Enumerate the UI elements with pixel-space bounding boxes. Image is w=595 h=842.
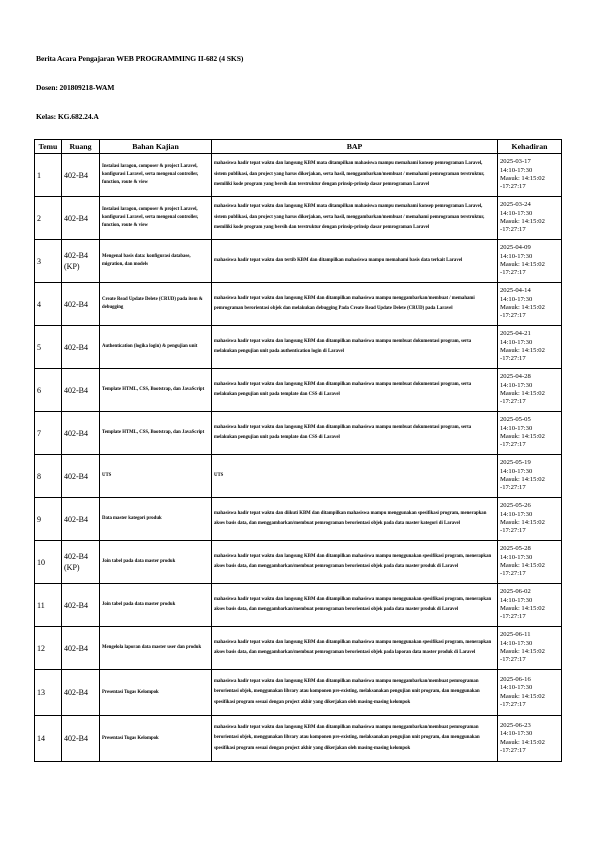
- column-header-bahan-kajian: Bahan Kajian: [100, 140, 212, 154]
- attendance-cell: 2025-06-23 14:10-17:30 Masuk: 14:15:02 -17:27:17: [498, 716, 562, 762]
- study-material-cell: Template HTML, CSS, Bootstrap, dan JavaScript: [100, 412, 212, 455]
- row-number: 7: [35, 412, 62, 455]
- bap-description-cell: mahasiswa hadir tepat waktu dan langsung KBM dan ditampilkan mahasiswa mampu membuat dokumentasi program, serta melakukan pengujian unit pada template dan CSS di Laravel: [212, 412, 498, 455]
- study-material-cell: Create Read Update Delete (CRUD) pada item & debugging: [100, 283, 212, 326]
- page-title: Berita Acara Pengajaran WEB PROGRAMMING II-682 (4 SKS): [36, 54, 244, 63]
- bap-description-cell: UTS: [212, 455, 498, 498]
- row-number: 13: [35, 670, 62, 716]
- table-row: [35, 670, 562, 716]
- bap-description-cell: mahasiswa hadir tepat waktu dan langsung KBM dan ditampilkan mahasiswa mampu menggunakan spesifikasi program, menerapkan akses basis data, dan menggambarkan/membuat pemrograman berorientasi objek pada data master produk di Laravel: [212, 584, 498, 627]
- attendance-cell: 2025-03-24 14:10-17:30 Masuk: 14:15:02 -17:27:17: [498, 197, 562, 240]
- study-material-cell: Template HTML, CSS, Bootstrap, dan JavaScript: [100, 369, 212, 412]
- attendance-cell: 2025-04-09 14:10-17:30 Masuk: 14:15:02 -17:27:17: [498, 240, 562, 283]
- study-material-cell: Mengelola laporan data master user dan produk: [100, 627, 212, 670]
- row-number: 1: [35, 154, 62, 197]
- table-row: [35, 197, 562, 240]
- row-number: 3: [35, 240, 62, 283]
- row-number: 4: [35, 283, 62, 326]
- attendance-cell: 2025-04-14 14:10-17:30 Masuk: 14:15:02 -17:27:17: [498, 283, 562, 326]
- table-row: [35, 154, 562, 197]
- bap-table: [34, 139, 562, 762]
- class-line: Kelas: KG.682.24.A: [36, 112, 99, 121]
- table-row: [35, 541, 562, 584]
- room-cell: 402-B4: [62, 498, 100, 541]
- attendance-cell: 2025-05-19 14:10-17:30 Masuk: 14:15:02 -17:27:17: [498, 455, 562, 498]
- row-number: 12: [35, 627, 62, 670]
- attendance-cell: 2025-04-21 14:10-17:30 Masuk: 14:15:02 -17:27:17: [498, 326, 562, 369]
- bap-description-cell: mahasiswa hadir tepat waktu dan langsung KBM dan ditampilkan mahasiswa mampu membuat dokumentasi program, serta melakukan pengujian unit pada authentication login di Laravel: [212, 326, 498, 369]
- study-material-cell: Presentasi Tugas Kelompok: [100, 716, 212, 762]
- table-row: [35, 240, 562, 283]
- lecturer-line: Dosen: 201809218-WAM: [36, 83, 115, 92]
- row-number: 11: [35, 584, 62, 627]
- bap-description-cell: mahasiswa hadir tepat waktu dan langsung KBM dan ditampilkan mahasiswa mampu menggunakan spesifikasi program, menerapkan akses basis data, dan menggambarkan/membuat pemrograman berorientasi objek pada data master produk di Laravel: [212, 541, 498, 584]
- study-material-cell: Join tabel pada data master produk: [100, 584, 212, 627]
- attendance-cell: 2025-05-05 14:10-17:30 Masuk: 14:15:02 -17:27:17: [498, 412, 562, 455]
- room-cell: 402-B4: [62, 670, 100, 716]
- study-material-cell: Presentasi Tugas Kelompok: [100, 670, 212, 716]
- bap-description-cell: mahasiswa hadir tepat waktu dan tertib KBM dan ditampilkan mahasiswa mampu memahami basis data terkait Laravel: [212, 240, 498, 283]
- room-cell: 402-B4: [62, 326, 100, 369]
- table-row: [35, 326, 562, 369]
- table-row: [35, 283, 562, 326]
- column-header-temu: Temu: [35, 140, 62, 154]
- bap-description-cell: mahasiswa hadir tepat waktu dan langsung KBM mata ditampilkan mahasiswa mampu memahami konsep pemrograman Laravel, sistem publikasi, dan project yang harus dikerjakan, serta hasil, menggambarkan/membuat / memahami pemrograman terstruktur, memiliki kode program yang bersih dan terstruktur dengan prinsip-prinsip dasar pemrograman Laravel: [212, 154, 498, 197]
- table-row: [35, 412, 562, 455]
- table-header-row: [35, 140, 562, 154]
- attendance-cell: 2025-04-28 14:10-17:30 Masuk: 14:15:02 -17:27:17: [498, 369, 562, 412]
- attendance-cell: 2025-06-11 14:10-17:30 Masuk: 14:15:02 -17:27:17: [498, 627, 562, 670]
- attendance-cell: 2025-03-17 14:10-17:30 Masuk: 14:15:02 -17:27:17: [498, 154, 562, 197]
- table-row: [35, 584, 562, 627]
- column-header-ruang: Ruang: [62, 140, 100, 154]
- room-cell: 402-B4: [62, 283, 100, 326]
- row-number: 9: [35, 498, 62, 541]
- room-cell: 402-B4: [62, 627, 100, 670]
- table-row: [35, 627, 562, 670]
- table-row: [35, 455, 562, 498]
- column-header-bap: BAP: [212, 140, 498, 154]
- table-row: [35, 369, 562, 412]
- row-number: 10: [35, 541, 62, 584]
- bap-description-cell: mahasiswa hadir tepat waktu dan diikuti KBM dan ditampilkan mahasiswa mampu menggunakan spesifikasi program, menerapkan akses basis data, dan menggambarkan/membuat pemrograman berorientasi objek pada data master kategori di Laravel: [212, 498, 498, 541]
- study-material-cell: Instalasi laragon, composer & project Laravel, konfigurasi Laravel, serta mengenal controller, function, route & view: [100, 154, 212, 197]
- row-number: 6: [35, 369, 62, 412]
- room-cell: 402-B4: [62, 197, 100, 240]
- column-header-kehadiran: Kehadiran: [498, 140, 562, 154]
- bap-description-cell: mahasiswa hadir tepat waktu dan langsung KBM dan ditampilkan mahasiswa mampu menggambarkan/membuat / memahami pemrograman berorientasi objek dan melakukan debugging Pada Create Read Update Delete (CRUD) pada Laravel: [212, 283, 498, 326]
- row-number: 14: [35, 716, 62, 762]
- study-material-cell: UTS: [100, 455, 212, 498]
- room-cell: 402-B4: [62, 716, 100, 762]
- room-cell: 402-B4 (KP): [62, 541, 100, 584]
- attendance-cell: 2025-06-16 14:10-17:30 Masuk: 14:15:02 -17:27:17: [498, 670, 562, 716]
- study-material-cell: Mengenal basis data: konfigurasi database, migration, dan models: [100, 240, 212, 283]
- attendance-cell: 2025-05-28 14:10-17:30 Masuk: 14:15:02 -17:27:17: [498, 541, 562, 584]
- room-cell: 402-B4: [62, 412, 100, 455]
- row-number: 8: [35, 455, 62, 498]
- table-row: [35, 716, 562, 762]
- room-cell: 402-B4 (KP): [62, 240, 100, 283]
- study-material-cell: Data master kategori produk: [100, 498, 212, 541]
- room-cell: 402-B4: [62, 369, 100, 412]
- room-cell: 402-B4: [62, 584, 100, 627]
- bap-description-cell: mahasiswa hadir tepat waktu dan langsung KBM dan ditampilkan mahasiswa mampu menggunakan spesifikasi program, menerapkan akses basis data, dan menggambarkan/membuat pemrograman berorientasi objek pada laporan data master produk di Laravel: [212, 627, 498, 670]
- study-material-cell: Join tabel pada data master produk: [100, 541, 212, 584]
- attendance-cell: 2025-06-02 14:10-17:30 Masuk: 14:15:02 -17:27:17: [498, 584, 562, 627]
- attendance-cell: 2025-05-26 14:10-17:30 Masuk: 14:15:02 -17:27:17: [498, 498, 562, 541]
- study-material-cell: Authentication (logika login) & pengujian unit: [100, 326, 212, 369]
- bap-description-cell: mahasiswa hadir tepat waktu dan langsung KBM dan ditampilkan mahasiswa mampu menggambarkan/membuat pemrograman berorientasi objek, menggunakan library atau komponen pre-existing, melaksanakan pengujian unit program, dan menggunakan spesifikasi program sesuai dengan project akhir yang dikerjakan oleh masing-masing kelompok: [212, 670, 498, 716]
- study-material-cell: Instalasi laragon, composer & project Laravel, konfigurasi Laravel, serta mengenal controller, function, route & view: [100, 197, 212, 240]
- bap-description-cell: mahasiswa hadir tepat waktu dan langsung KBM dan ditampilkan mahasiswa mampu menggambarkan/membuat pemrograman berorientasi objek, menggunakan library atau komponen pre-existing, melaksanakan pengujian unit program, dan menggunakan spesifikasi program sesuai dengan project akhir yang dikerjakan oleh masing-masing kelompok: [212, 716, 498, 762]
- bap-description-cell: mahasiswa hadir tepat waktu dan langsung KBM dan ditampilkan mahasiswa mampu membuat dokumentasi program, serta melakukan pengujian unit pada template dan CSS di Laravel: [212, 369, 498, 412]
- table-row: [35, 498, 562, 541]
- bap-description-cell: mahasiswa hadir tepat waktu dan langsung KBM mata ditampilkan mahasiswa mampu memahami konsep pemrograman Laravel, sistem publikasi, dan project yang harus dikerjakan, serta hasil, menggambarkan/membuat / memahami pemrograman terstruktur, memiliki kode program yang bersih dan terstruktur dengan prinsip-prinsip dasar pemrograman Laravel: [212, 197, 498, 240]
- row-number: 5: [35, 326, 62, 369]
- row-number: 2: [35, 197, 62, 240]
- room-cell: 402-B4: [62, 455, 100, 498]
- room-cell: 402-B4: [62, 154, 100, 197]
